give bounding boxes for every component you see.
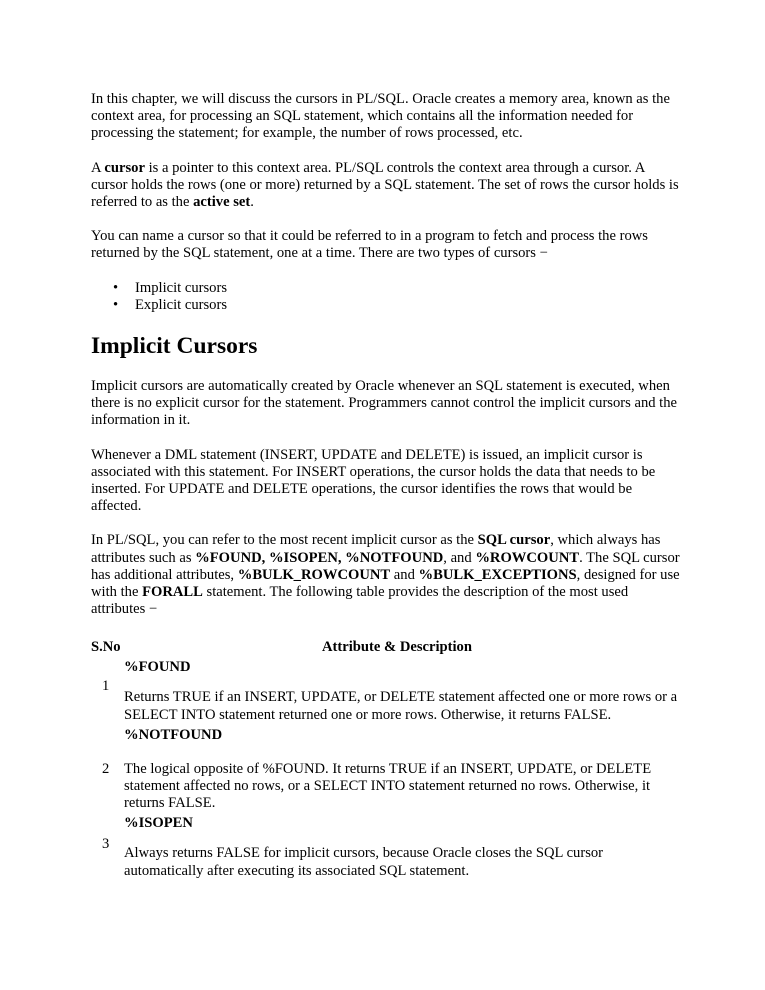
section-heading: Implicit Cursors — [91, 333, 258, 360]
intro-paragraph: In this chapter, we will discuss the cursors in PL/SQL. Oracle creates a memory area, known as the context area, for processing an SQL statement, which contains all the information needed for processing the statement; for example, the number of rows processed, etc. — [91, 91, 670, 142]
attribute-description: The logical opposite of %FOUND. It returns TRUE if an INSERT, UPDATE, or DELETE statement affected no rows, or a SELECT INTO statement returned no rows. Otherwise, it returns FALSE. — [124, 760, 652, 812]
attribute-name: %NOTFOUND — [124, 726, 223, 743]
attribute-description: Returns TRUE if an INSERT, UPDATE, or DELETE statement affected one or more rows or a SELECT INTO statement returned one or more rows. Otherwise, it returns FALSE. — [124, 689, 678, 723]
text-run: statement. The following table provides the description of the most used attributes − — [91, 584, 629, 618]
text-run: , designed for use with the — [91, 566, 680, 601]
row-number: 1 — [102, 678, 110, 695]
text-run: and — [390, 566, 419, 583]
list-item-label: Explicit cursors — [135, 296, 228, 313]
term-bulk-exceptions: %BULK_EXCEPTIONS — [418, 566, 577, 583]
dml-paragraph: Whenever a DML statement (INSERT, UPDATE and DELETE) is issued, an implicit cursor is associated with this statement. For INSERT operations, the cursor holds the data that needs to be inserted. For UPDATE and DELETE operations, the cursor identifies the rows that would be affected. — [91, 446, 656, 515]
term-sql-cursor: SQL cursor — [477, 532, 551, 549]
attribute-name: %ISOPEN — [124, 815, 193, 832]
row-number: 2 — [102, 760, 110, 777]
text-run: , and — [443, 549, 476, 566]
table-row — [91, 659, 681, 723]
text-run: . — [250, 194, 254, 211]
row-cell — [124, 727, 681, 813]
term-active-set: active set — [193, 194, 251, 211]
term-cursor: cursor — [104, 159, 145, 176]
bullet-icon: • — [113, 296, 119, 313]
text-run: A — [91, 159, 105, 176]
sql-cursor-paragraph — [91, 532, 681, 618]
attribute-description: Always returns FALSE for implicit cursors, because Oracle closes the SQL cursor automatically after executing its associated SQL statement. — [124, 845, 604, 879]
attributes-table — [91, 639, 681, 879]
implicit-intro-paragraph: Implicit cursors are automatically created by Oracle whenever an SQL statement is executed, when there is no explicit cursor for the statement. Programmers cannot control the implicit cursors and the information in it. — [91, 378, 678, 429]
table-row — [91, 815, 681, 879]
column-header-sno: S.No — [91, 639, 121, 656]
attribute-name: %FOUND — [124, 659, 191, 676]
column-header-attribute: Attribute & Description — [322, 639, 472, 656]
table-row — [91, 727, 681, 813]
list-item-label: Implicit cursors — [135, 279, 228, 296]
row-cell — [124, 659, 681, 723]
bullet-icon: • — [113, 279, 119, 296]
list-item — [91, 280, 681, 297]
document-page — [91, 91, 681, 880]
row-cell — [124, 815, 681, 879]
text-run: is a pointer to this context area. PL/SQL controls the context area through a cursor. A cursor holds the rows (one or more) returned by a SQL statement. The set of rows the cursor holds is referred to as the — [91, 159, 679, 211]
text-run: , which always has attributes such as — [91, 532, 661, 566]
text-run: In PL/SQL, you can refer to the most recent implicit cursor as the — [91, 532, 478, 549]
list-item — [91, 297, 681, 314]
term-attributes: %FOUND, %ISOPEN, %NOTFOUND — [195, 549, 444, 566]
term-bulk-rowcount: %BULK_ROWCOUNT — [237, 566, 391, 583]
row-number: 3 — [102, 836, 110, 853]
cursor-types-paragraph: You can name a cursor so that it could be referred to in a program to fetch and process the rows returned by the SQL statement, one at a time. There are two types of cursors − — [91, 228, 648, 262]
term-rowcount: %ROWCOUNT — [475, 549, 580, 566]
term-forall: FORALL — [142, 584, 203, 601]
table-header — [91, 639, 681, 659]
cursor-types-list — [91, 280, 681, 314]
text-run: . The SQL cursor has additional attributes, — [91, 549, 680, 583]
cursor-definition-paragraph — [91, 160, 681, 212]
